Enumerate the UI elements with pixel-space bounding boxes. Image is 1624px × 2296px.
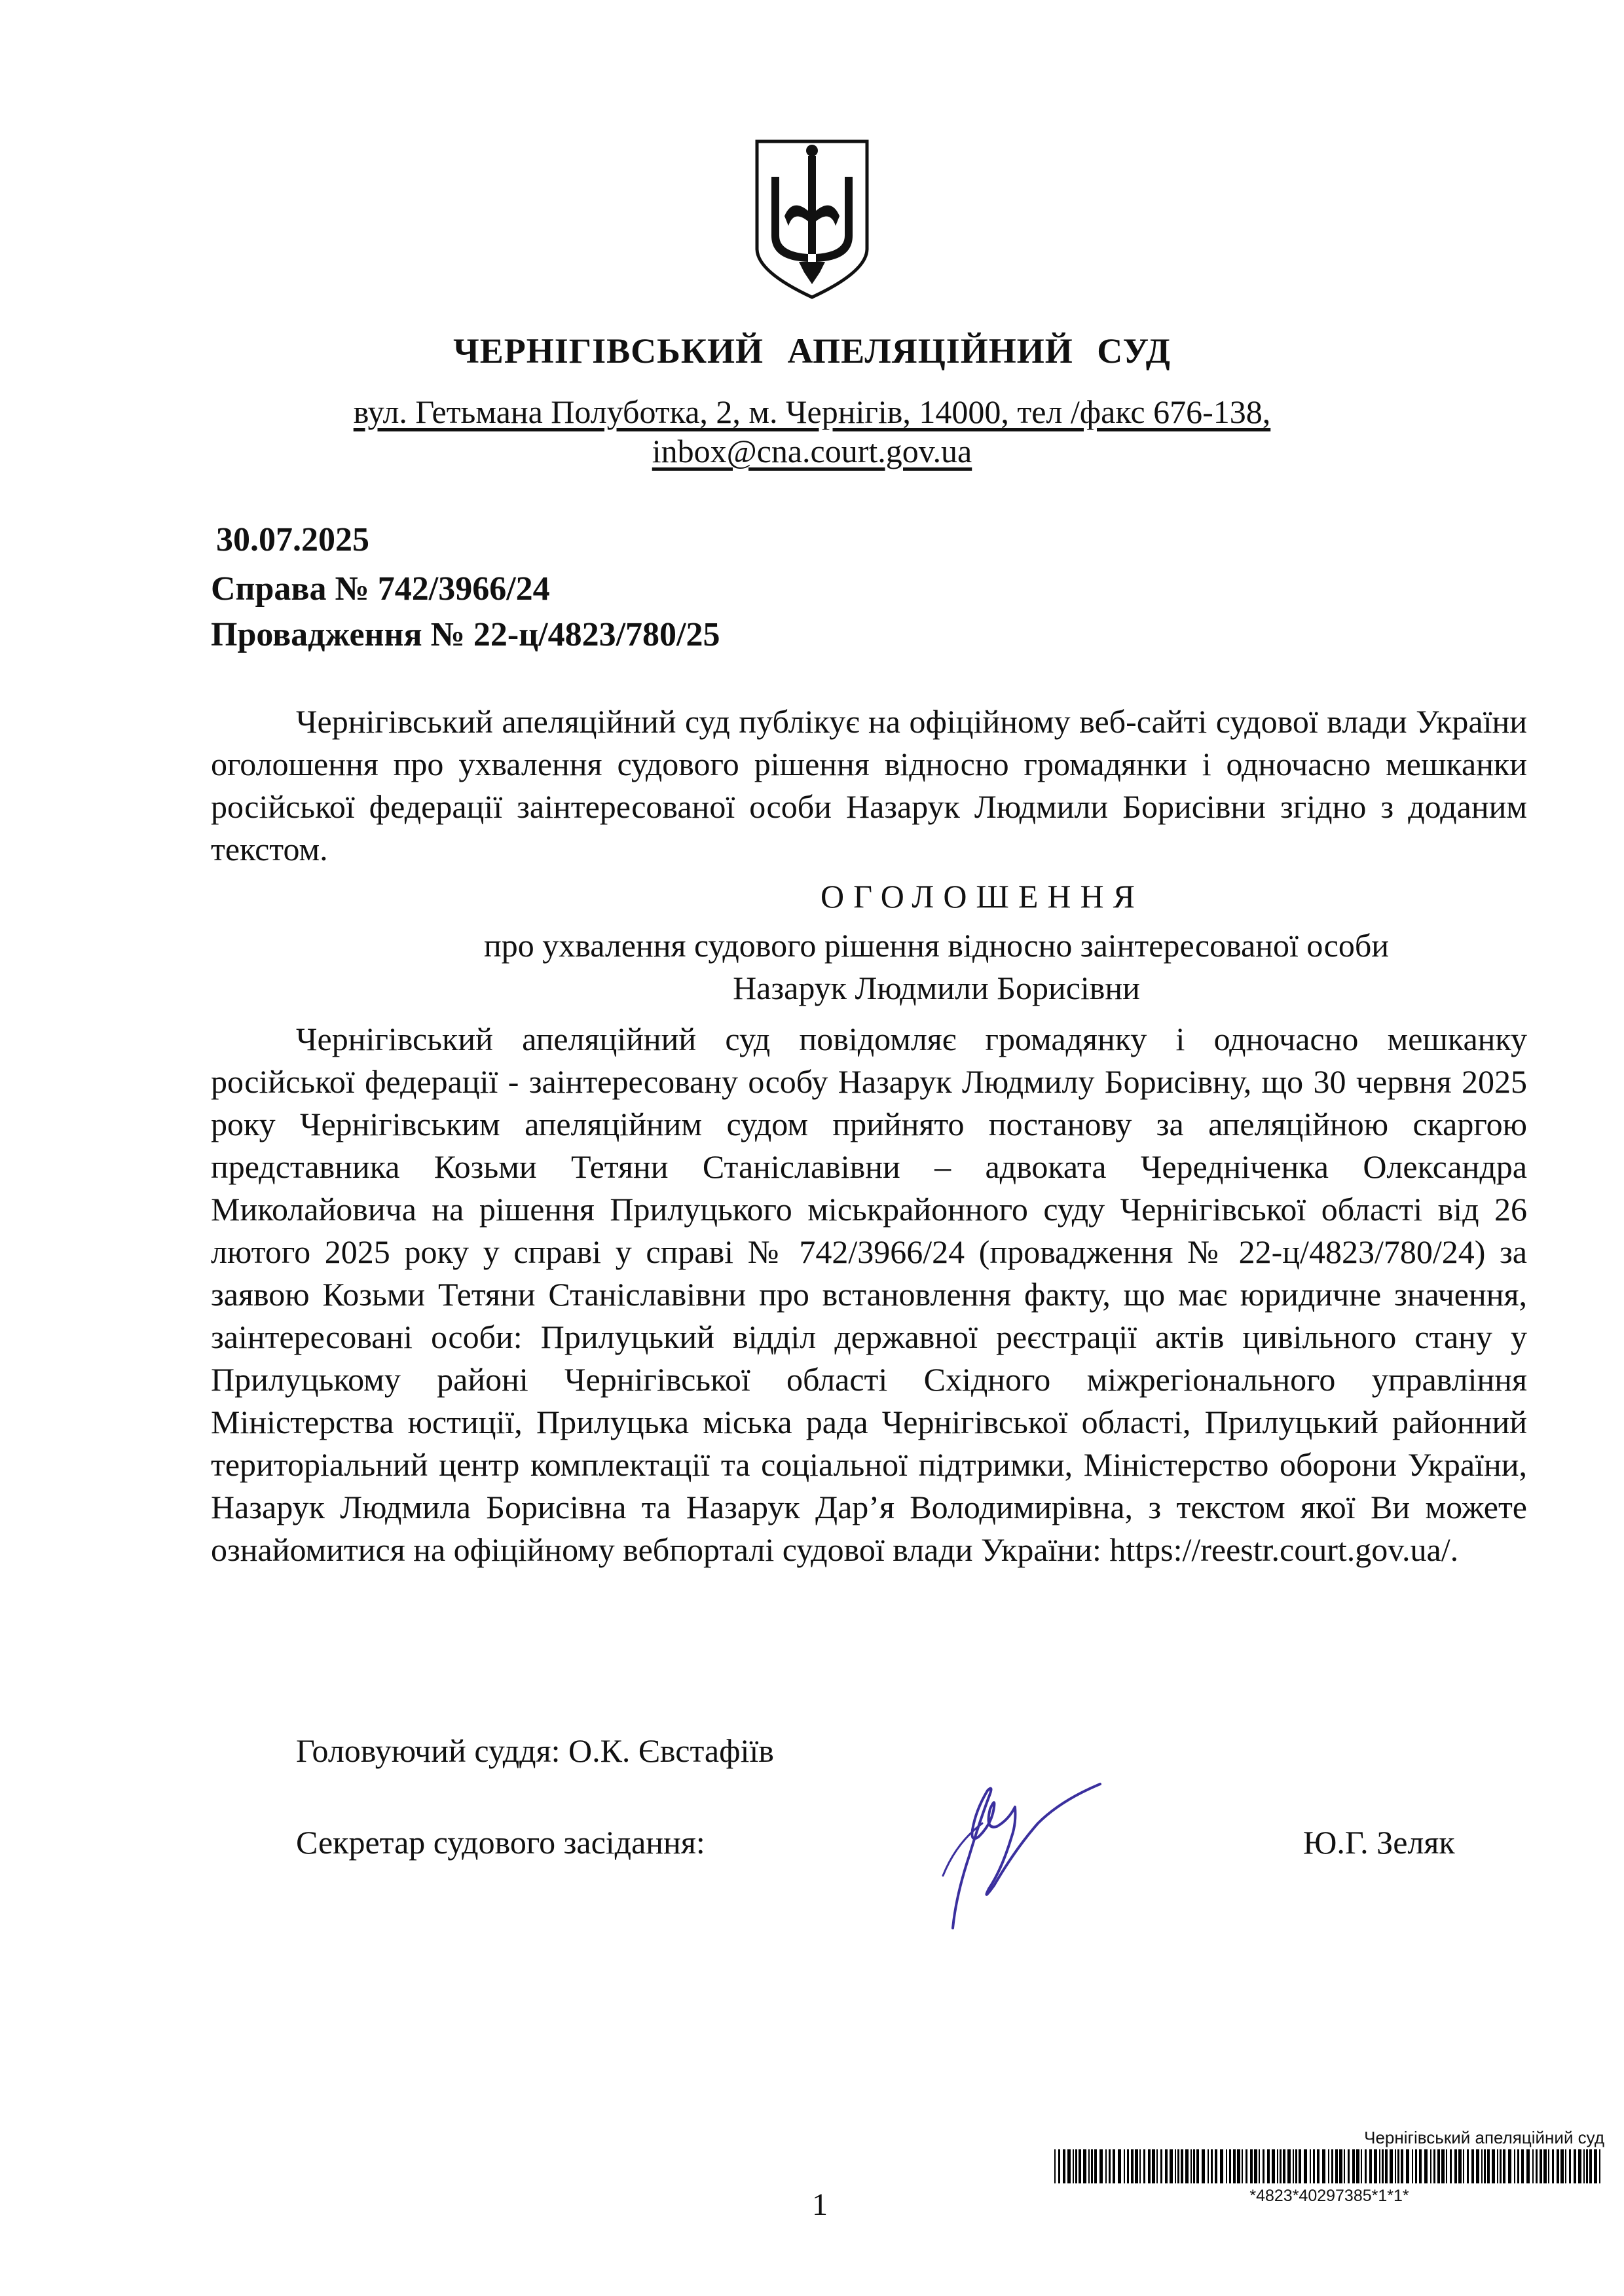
coat-of-arms-icon bbox=[753, 137, 871, 301]
handwritten-signature bbox=[917, 1745, 1113, 1941]
secretary-label: Секретар судового засідання: bbox=[296, 1824, 705, 1861]
court-name: ЧЕРНІГІВСЬКИЙ АПЕЛЯЦІЙНИЙ СУД bbox=[453, 331, 1171, 371]
proceeding-number: Провадження № 22-ц/4823/780/25 bbox=[211, 616, 720, 653]
secretary-name: Ю.Г. Зеляк bbox=[1303, 1824, 1455, 1861]
intro-paragraph: Чернігівський апеляційний суд публікує на офіційному веб-сайті судової влади України оголошення про ухвалення судового рішення відносно громадянки і одночасно мешканки російської федерації заінтересованої особи Назарук Людмили Борисівни згідно з доданим текстом. bbox=[211, 703, 1527, 867]
court-email-link[interactable]: inbox@cna.court.gov.ua bbox=[652, 433, 972, 469]
document-date: 30.07.2025 bbox=[216, 521, 369, 558]
presiding-judge: Головуючий суддя: О.К. Євстафіїв bbox=[296, 1732, 774, 1769]
barcode-label: Чернігівський апеляційний суд bbox=[1364, 2128, 1604, 2147]
announcement-subject: Назарук Людмили Борисівни bbox=[733, 970, 1140, 1006]
announcement-title: ОГОЛОШЕННЯ bbox=[821, 878, 1144, 915]
case-number: Справа № 742/3966/24 bbox=[211, 570, 550, 608]
announcement-body: Чернігівський апеляційний суд повідомляє громадянку і одночасно мешканку російської федерації - заінтересовану особу Назарук Людмилу Борисівну, що 30 червня 2025 року Чернігівським апеляційним судом прийнято постанову за апеляційною скаргою представника Козьми Тетяни Станіславівни – адвоката Чередніченка Олександра Миколайовича на рішення Прилуцького міськрайонного суду Чернігівської області від 26 лютого 2025 року у справі у справі № 742/3966/24 (провадження № 22-ц/4823/780/24) за заявою Козьми Тетяни Станіславівни про встановлення факту, що має юридичне значення, заінтересовані особи: Прилуцький відділ державної реєстрації актів цивільного стану у Прилуцькому районі Чернігівської області Східного міжрегіонального управління Міністерства юстиції, Прилуцька міська рада Чернігівської області, Прилуцький районний територіальний центр комплектації та соціальної підтримки, Міністерство оборони України, Назарук Людмила Борисівна та Назарук Дар’я Володимирівна, з текстом якої Ви можете ознайомитися на офіційному вебпорталі судової влади України: https://reestr.court.gov.ua/. bbox=[211, 1021, 1527, 1568]
court-address: вул. Гетьмана Полуботка, 2, м. Чернігів, 14000, тел /факс 676-138, bbox=[353, 393, 1271, 430]
announcement-subtitle: про ухвалення судового рішення відносно заінтересованої особи bbox=[483, 927, 1390, 964]
barcode-number: *4823*40297385*1*1* bbox=[1249, 2187, 1409, 2205]
page-number: 1 bbox=[812, 2187, 828, 2222]
barcode bbox=[1054, 2149, 1604, 2183]
